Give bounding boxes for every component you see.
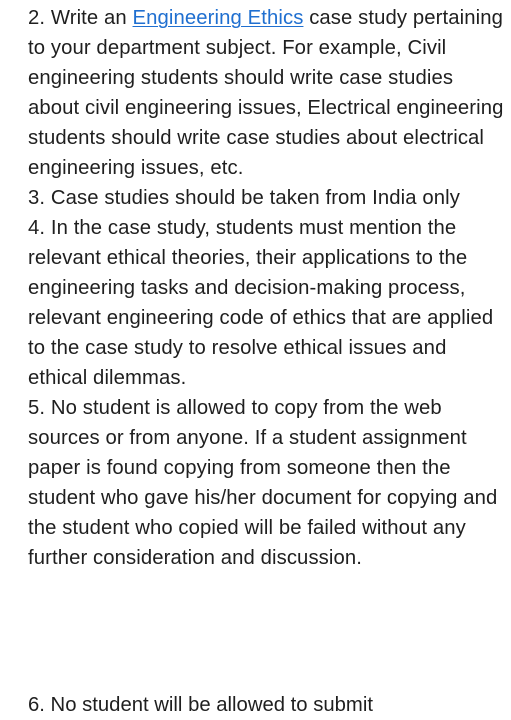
list-item-6-partial: 6. No student will be allowed to submit — [28, 694, 373, 716]
list-item-5: 5. No student is allowed to copy from the web sources or from anyone. If a student assignment paper is found copying from someone then the student who gave his/her document for copying and the student who copied will be failed without any further consideration and discussion. — [28, 397, 498, 569]
item-2-prefix: 2. Write an — [28, 7, 133, 29]
engineering-ethics-link[interactable]: Engineering Ethics — [132, 7, 304, 29]
item-2-text: case study pertaining to your department subject. For example, Civil engineering students should write case studies about civil engineering issues, Electrical engineering students should write case studies about electrical engineering issues, etc. — [28, 7, 504, 179]
list-item-2 — [28, 3, 504, 183]
list-item-3: 3. Case studies should be taken from India only — [28, 187, 460, 209]
document-body — [28, 3, 504, 573]
list-item-4: 4. In the case study, students must mention the relevant ethical theories, their applications to the engineering tasks and decision-making process, relevant engineering code of ethics that are applied to the case study to resolve ethical issues and ethical dilemmas. — [28, 217, 494, 389]
